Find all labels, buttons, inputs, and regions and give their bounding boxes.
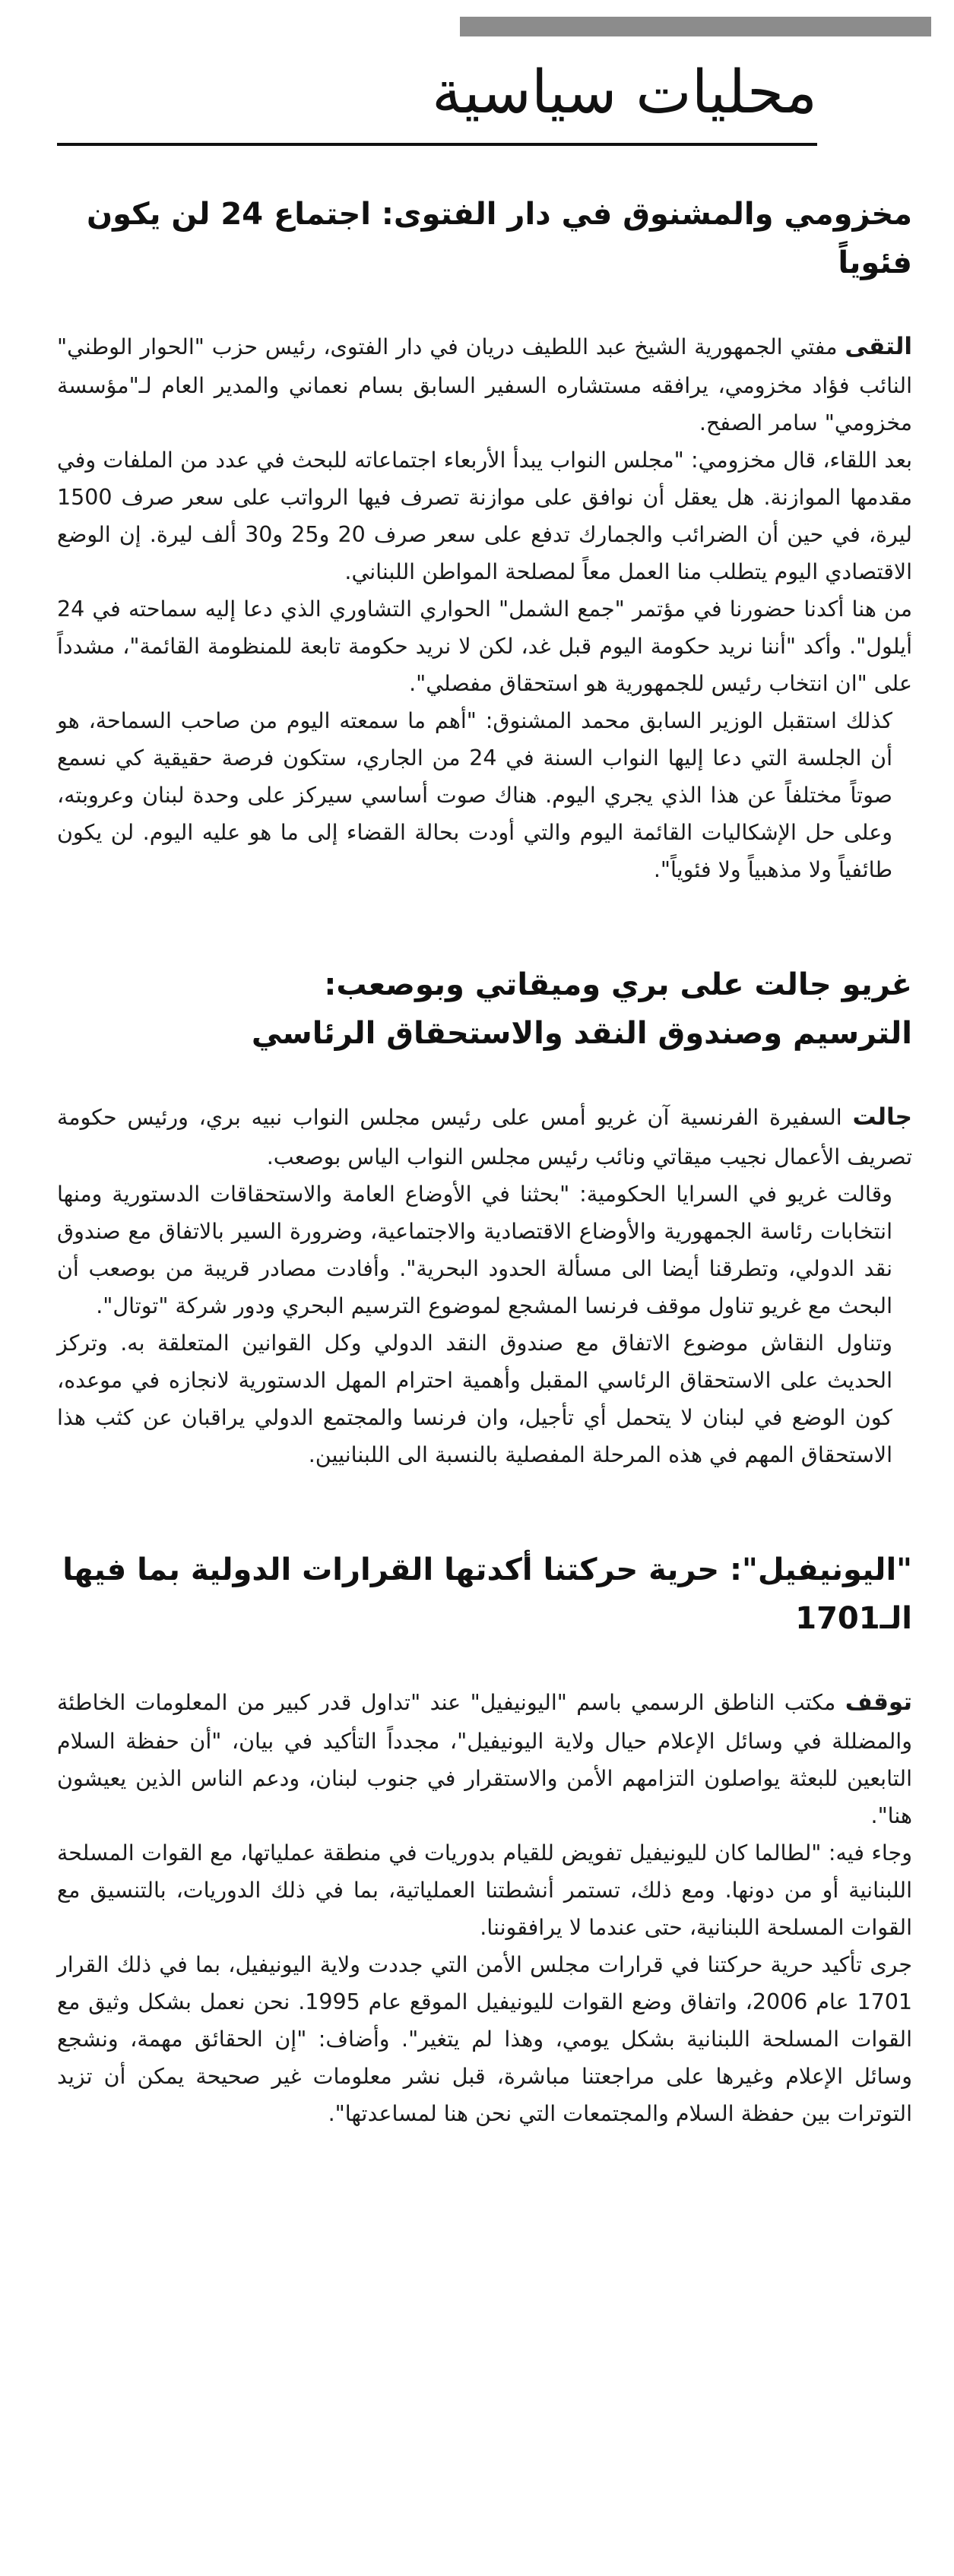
article-paragraph bbox=[57, 1097, 912, 1175]
paragraph-text: كذلك استقبل الوزير السابق محمد المشنوق: "أهم ما سمعته اليوم من صاحب السماحة، هو أن الجلسة التي دعا إليها النواب السنة في 24 من الجاري، ستكون فرصة حقيقية كي نسمع صوتاً مختلفاً عن هذا الذي يجري اليوم. هناك صوت أساسي سيركز على وحدة لبنان وعروبته، وعلى حل الإشكاليات القائمة اليوم والتي أودت بحالة القضاء إلى ما هو عليه اليوم. لن يكون طائفياً ولا مذهبياً ولا فئوياً". bbox=[57, 708, 892, 883]
section-header bbox=[57, 23, 912, 146]
paragraph-lead-word: التقى bbox=[845, 332, 912, 360]
article-paragraph bbox=[57, 1324, 912, 1473]
paragraph-text: وقالت غريو في السرايا الحكومية: "بحثنا في الأوضاع العامة والاستحقاقات الدستورية ومنها انتخابات رئاسة الجمهورية والأوضاع الاقتصادية والاجتماعية، وضرورة السير بالاتفاق مع صندوق نقد الدولي، وتطرقنا أيضا الى مسألة الحدود البحرية". وأفادت مصادر قريبة من بوصعب أن البحث مع غريو تناول موقف فرنسا المشجع لموضوع الترسيم البحري ودور شركة "توتال". bbox=[57, 1181, 892, 1318]
paragraph-lead-word: توقف bbox=[845, 1688, 912, 1716]
headline-line-2: الترسيم وصندوق النقد والاستحقاق الرئاسي bbox=[251, 1016, 912, 1052]
paragraph-text: السفيرة الفرنسية آن غريو أمس على رئيس مجلس النواب نبيه بري، ورئيس حكومة تصريف الأعمال نجيب ميقاتي ونائب رئيس مجلس النواب الياس بوصعب. bbox=[57, 1105, 912, 1169]
section-header-bar bbox=[460, 17, 931, 36]
article-paragraph bbox=[57, 1946, 912, 2132]
article-body bbox=[57, 1097, 912, 1473]
article-body bbox=[57, 327, 912, 889]
article-paragraph bbox=[57, 1682, 912, 1834]
article-headline: مخزومي والمشنوق في دار الفتوى: اجتماع 24 لن يكون فئوياً bbox=[87, 196, 912, 280]
article-paragraph bbox=[57, 1176, 912, 1324]
paragraph-text: وتناول النقاش موضوع الاتفاق مع صندوق النقد الدولي وكل القوانين المتعلقة به. وتركز الحديث على الاستحقاق الرئاسي المقبل وأهمية احترام المهل الدستورية لانجازه في موعده، كون الوضع في لبنان لا يتحمل أي تأجيل، وان فرنسا والمجتمع الدولي يراقبان عن كثب هذا الاستحقاق المهم في هذه المرحلة المفصلية بالنسبة الى اللبنانيين. bbox=[57, 1330, 892, 1467]
article-headline: "اليونيفيل": حرية حركتنا أكدتها القرارات الدولية بما فيها الـ1701 bbox=[62, 1552, 912, 1636]
paragraph-text: من هنا أكدنا حضورنا في مؤتمر "جمع الشمل" الحواري التشاوري الذي دعا إليه سماحته في 24 أيلول". وأكد "أننا نريد حكومة اليوم قبل غد، لكن لا نريد حكومة تابعة للمنظومة القائمة"، مشدداً على "ان انتخاب رئيس للجمهورية هو استحقاق مفصلي". bbox=[57, 597, 912, 697]
article-paragraph bbox=[57, 1834, 912, 1946]
article-headline bbox=[57, 960, 912, 1058]
article-grillo-visits bbox=[57, 960, 912, 1473]
paragraph-text: مكتب الناطق الرسمي باسم "اليونيفيل" عند "تداول قدر كبير من المعلومات الخاطئة والمضللة في وسائل الإعلام حيال ولاية اليونيفيل"، مجدداً التأكيد في بيان، "أن حفظة السلام التابعين للبعثة يواصلون التزامهم الأمن والاستقرار في جنوب لبنان، ودعم الناس الذين يعيشون هنا". bbox=[57, 1689, 912, 1829]
paragraph-lead-word: جالت bbox=[852, 1103, 912, 1131]
paragraph-text: بعد اللقاء، قال مخزومي: "مجلس النواب يبدأ الأربعاء اجتماعاته للبحث في عدد من الملفات وفي مقدمها الموازنة. هل يعقل أن نوافق على موازنة تصرف فيها الرواتب على سعر صرف 1500 ليرة، في حين أن الضرائب والجمارك تدفع على سعر صرف 20 و25 و30 ألف ليرة. إن الوضع الاقتصادي اليوم يتطلب منا العمل معاً لمصلحة المواطن اللبناني. bbox=[57, 448, 912, 585]
headline-line-1: غريو جالت على بري وميقاتي وبوصعب: bbox=[324, 967, 912, 1003]
section-title: محليات سياسية bbox=[57, 59, 817, 146]
article-makhzoumi-machnouk bbox=[57, 190, 912, 889]
article-body bbox=[57, 1682, 912, 2132]
article-paragraph bbox=[57, 441, 912, 590]
article-unifil bbox=[57, 1546, 912, 2132]
article-paragraph bbox=[57, 702, 912, 888]
article-paragraph bbox=[57, 590, 912, 702]
paragraph-text: مفتي الجمهورية الشيخ عبد اللطيف دريان في دار الفتوى، رئيس حزب "الحوار الوطني" النائب فؤاد مخزومي، يرافقه مستشاره السفير السابق بسام نعماني والمدير العام لـ"مؤسسة مخزومي" سامر الصفح. bbox=[57, 334, 912, 436]
article-paragraph bbox=[57, 327, 912, 441]
paragraph-text: جرى تأكيد حرية حركتنا في قرارات مجلس الأمن التي جددت ولاية اليونيفيل، بما في ذلك القرار 1701 عام 2006، واتفاق وضع القوات لليونيفيل الموقع عام 1995. نحن نعمل بشكل وثيق مع القوات المسلحة اللبنانية بشكل يومي، وهذا لم يتغير". وأضاف: "إن الحقائق مهمة، ونشجع وسائل الإعلام وغيرها على مراجعتنا مباشرة، قبل نشر معلومات غير صحيحة يمكن أن تزيد التوترات بين حفظة السلام والمجتمعات التي نحن هنا لمساعدتها". bbox=[57, 1952, 912, 2127]
paragraph-text: وجاء فيه: "لطالما كان لليونيفيل تفويض للقيام بدوريات في منطقة عملياتها، مع القوات المسلحة اللبنانية أو من دونها. ومع ذلك، تستمر أنشطتنا العملياتية، بما في ذلك الدوريات، بالتنسيق مع القوات المسلحة اللبنانية، حتى عندما لا يرافقوننا. bbox=[57, 1840, 912, 1941]
